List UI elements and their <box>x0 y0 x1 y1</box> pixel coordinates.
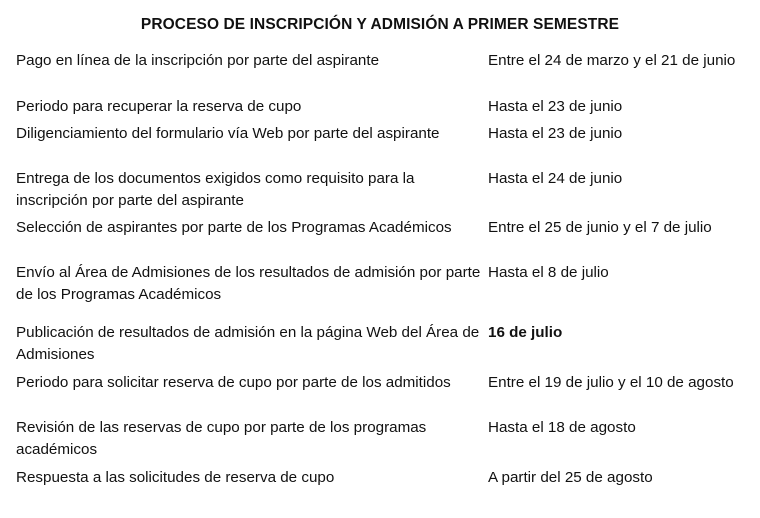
schedule-row <box>16 96 746 118</box>
date-text: Entre el 25 de junio y el 7 de julio <box>488 219 712 236</box>
schedule-row <box>16 262 746 306</box>
activity-text: Periodo para recuperar la reserva de cupo <box>16 98 302 115</box>
activity-text: Entrega de los documentos exigidos como requisito para la inscripción por parte del aspirante <box>16 170 415 209</box>
date-text: Hasta el 18 de agosto <box>488 419 636 436</box>
schedule-row <box>16 123 746 145</box>
activity-text: Publicación de resultados de admisión en la página Web del Área de Admisiones <box>16 324 480 363</box>
activity-text: Selección de aspirantes por parte de los Programas Académicos <box>16 219 452 236</box>
activity-text: Envío al Área de Admisiones de los resultados de admisión por parte de los Programas Académicos <box>16 264 481 303</box>
schedule-row <box>16 322 746 366</box>
date-text-highlighted: 16 de julio <box>488 324 563 341</box>
schedule-row <box>16 372 746 394</box>
activity-text: Diligenciamiento del formulario vía Web por parte del aspirante <box>16 125 440 142</box>
activity-text: Revisión de las reservas de cupo por parte de los programas académicos <box>16 419 427 458</box>
date-text: Hasta el 23 de junio <box>488 125 623 142</box>
activity-text: Respuesta a las solicitudes de reserva de cupo <box>16 469 335 486</box>
document-title: PROCESO DE INSCRIPCIÓN Y ADMISIÓN A PRIMER SEMESTRE <box>140 16 620 33</box>
schedule-row <box>16 217 746 239</box>
date-text: Hasta el 8 de julio <box>488 264 609 281</box>
activity-text: Periodo para solicitar reserva de cupo por parte de los admitidos <box>16 374 451 391</box>
activity-text: Pago en línea de la inscripción por parte del aspirante <box>16 52 380 69</box>
schedule-row <box>16 417 746 461</box>
date-text: Hasta el 23 de junio <box>488 98 623 115</box>
date-text: Entre el 19 de julio y el 10 de agosto <box>488 374 734 391</box>
date-text: Hasta el 24 de junio <box>488 170 623 187</box>
schedule-row <box>16 467 746 489</box>
date-text: A partir del 25 de agosto <box>488 469 653 486</box>
date-text: Entre el 24 de marzo y el 21 de junio <box>488 52 736 69</box>
schedule-row <box>16 50 746 72</box>
schedule-row <box>16 168 746 212</box>
